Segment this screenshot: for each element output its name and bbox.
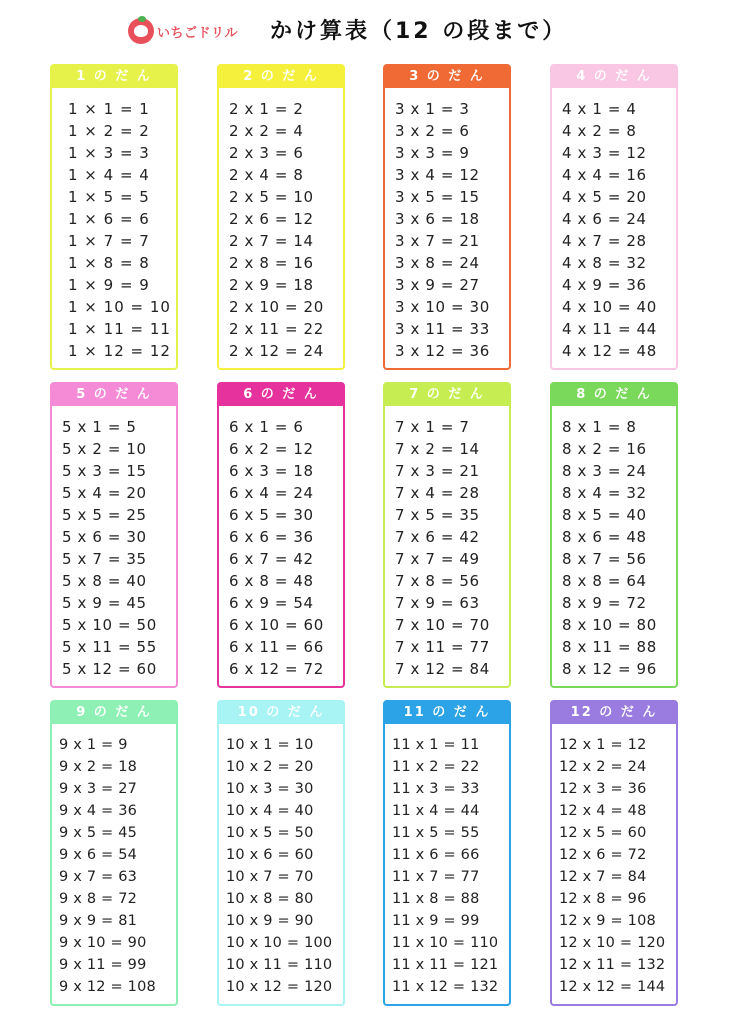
equation-row: 11 x 11 = 121 <box>392 957 499 973</box>
equation-row: 4 x 5 = 20 <box>562 188 647 206</box>
equation-row: 3 x 9 = 27 <box>395 276 480 294</box>
equation-row: 12 x 2 = 24 <box>559 759 647 775</box>
equation-list <box>552 88 676 362</box>
equation-list <box>52 88 176 362</box>
table-label: 7 の だ ん <box>385 384 509 406</box>
table-label: 9 の だ ん <box>52 702 176 724</box>
equation-row: 7 x 10 = 70 <box>395 616 490 634</box>
equation-row: 5 x 4 = 20 <box>62 484 147 502</box>
equation-row: 10 x 8 = 80 <box>226 891 314 907</box>
equation-row: 12 x 3 = 36 <box>559 781 647 797</box>
equation-row: 8 x 11 = 88 <box>562 638 657 656</box>
equation-row: 8 x 5 = 40 <box>562 506 647 524</box>
equation-row: 8 x 2 = 16 <box>562 440 647 458</box>
page-title: かけ算表（12 の段まで） <box>270 19 568 44</box>
equation-row: 5 x 10 = 50 <box>62 616 157 634</box>
equation-row: 6 x 12 = 72 <box>229 660 324 678</box>
times-table-card-2 <box>217 64 345 370</box>
equation-row: 2 x 3 = 6 <box>229 144 304 162</box>
equation-row: 4 x 9 = 36 <box>562 276 647 294</box>
times-table-card-10 <box>217 700 345 1006</box>
strawberry-icon <box>128 18 154 44</box>
times-table-card-4 <box>550 64 678 370</box>
equation-row: 6 x 11 = 66 <box>229 638 324 656</box>
equation-row: 11 x 8 = 88 <box>392 891 480 907</box>
equation-row: 1 × 3 = 3 <box>68 144 150 162</box>
table-label: 8 の だ ん <box>552 384 676 406</box>
equation-row: 11 x 2 = 22 <box>392 759 480 775</box>
equation-row: 5 x 9 = 45 <box>62 594 147 612</box>
equation-row: 1 × 1 = 1 <box>68 100 150 118</box>
equation-row: 5 x 8 = 40 <box>62 572 147 590</box>
equation-row: 9 x 9 = 81 <box>59 913 138 929</box>
equation-row: 3 x 7 = 21 <box>395 232 480 250</box>
equation-row: 5 x 2 = 10 <box>62 440 147 458</box>
equation-row: 3 x 2 = 6 <box>395 122 470 140</box>
equation-row: 2 x 10 = 20 <box>229 298 324 316</box>
equation-row: 3 x 6 = 18 <box>395 210 480 228</box>
equation-row: 10 x 3 = 30 <box>226 781 314 797</box>
equation-row: 2 x 8 = 16 <box>229 254 314 272</box>
equation-row: 11 x 5 = 55 <box>392 825 480 841</box>
equation-row: 1 × 7 = 7 <box>68 232 150 250</box>
equation-row: 9 x 10 = 90 <box>59 935 147 951</box>
equation-row: 7 x 2 = 14 <box>395 440 480 458</box>
equation-row: 9 x 4 = 36 <box>59 803 138 819</box>
equation-row: 10 x 5 = 50 <box>226 825 314 841</box>
equation-row: 1 × 10 = 10 <box>68 298 171 316</box>
table-label: 6 の だ ん <box>219 384 343 406</box>
table-label: 3 の だ ん <box>385 66 509 88</box>
equation-row: 4 x 11 = 44 <box>562 320 657 338</box>
equation-row: 5 x 1 = 5 <box>62 418 137 436</box>
equation-row: 8 x 3 = 24 <box>562 462 647 480</box>
equation-row: 1 × 11 = 11 <box>68 320 171 338</box>
equation-row: 7 x 3 = 21 <box>395 462 480 480</box>
equation-row: 10 x 2 = 20 <box>226 759 314 775</box>
equation-row: 4 x 12 = 48 <box>562 342 657 360</box>
equation-row: 7 x 11 = 77 <box>395 638 490 656</box>
equation-row: 7 x 7 = 49 <box>395 550 480 568</box>
times-table-card-8 <box>550 382 678 688</box>
equation-row: 4 x 3 = 12 <box>562 144 647 162</box>
table-label: 4 の だ ん <box>552 66 676 88</box>
equation-row: 2 x 9 = 18 <box>229 276 314 294</box>
equation-row: 4 x 7 = 28 <box>562 232 647 250</box>
equation-row: 4 x 1 = 4 <box>562 100 637 118</box>
equation-list <box>385 724 509 998</box>
equation-row: 12 x 1 = 12 <box>559 737 647 753</box>
equation-list <box>52 724 176 998</box>
equation-row: 6 x 10 = 60 <box>229 616 324 634</box>
equation-row: 2 x 7 = 14 <box>229 232 314 250</box>
equation-row: 5 x 5 = 25 <box>62 506 147 524</box>
equation-row: 10 x 6 = 60 <box>226 847 314 863</box>
times-table-card-7 <box>383 382 511 688</box>
equation-row: 3 x 3 = 9 <box>395 144 470 162</box>
equation-row: 8 x 8 = 64 <box>562 572 647 590</box>
equation-row: 10 x 1 = 10 <box>226 737 314 753</box>
equation-row: 8 x 4 = 32 <box>562 484 647 502</box>
equation-row: 10 x 11 = 110 <box>226 957 333 973</box>
equation-list <box>219 724 343 998</box>
equation-row: 3 x 11 = 33 <box>395 320 490 338</box>
equation-row: 7 x 9 = 63 <box>395 594 480 612</box>
equation-row: 1 × 6 = 6 <box>68 210 150 228</box>
equation-list <box>219 406 343 680</box>
times-table-card-9 <box>50 700 178 1006</box>
equation-row: 2 x 2 = 4 <box>229 122 304 140</box>
equation-row: 11 x 12 = 132 <box>392 979 499 995</box>
equation-row: 6 x 2 = 12 <box>229 440 314 458</box>
equation-row: 8 x 9 = 72 <box>562 594 647 612</box>
equation-row: 4 x 8 = 32 <box>562 254 647 272</box>
equation-row: 12 x 11 = 132 <box>559 957 666 973</box>
equation-row: 3 x 1 = 3 <box>395 100 470 118</box>
table-label: 11 の だ ん <box>385 702 509 724</box>
equation-list <box>552 724 676 998</box>
equation-row: 2 x 5 = 10 <box>229 188 314 206</box>
site-logo[interactable] <box>128 16 238 46</box>
equation-row: 6 x 4 = 24 <box>229 484 314 502</box>
equation-row: 11 x 10 = 110 <box>392 935 499 951</box>
equation-row: 10 x 10 = 100 <box>226 935 333 951</box>
equation-row: 1 × 9 = 9 <box>68 276 150 294</box>
times-table-card-1 <box>50 64 178 370</box>
equation-row: 1 × 12 = 12 <box>68 342 171 360</box>
equation-row: 9 x 8 = 72 <box>59 891 138 907</box>
equation-row: 7 x 12 = 84 <box>395 660 490 678</box>
equation-list <box>385 88 509 362</box>
times-table-card-6 <box>217 382 345 688</box>
equation-row: 2 x 1 = 2 <box>229 100 304 118</box>
equation-row: 3 x 4 = 12 <box>395 166 480 184</box>
equation-row: 6 x 1 = 6 <box>229 418 304 436</box>
equation-list <box>385 406 509 680</box>
equation-row: 9 x 6 = 54 <box>59 847 138 863</box>
page-header <box>0 0 729 60</box>
table-label: 5 の だ ん <box>52 384 176 406</box>
equation-row: 10 x 12 = 120 <box>226 979 333 995</box>
equation-row: 12 x 6 = 72 <box>559 847 647 863</box>
equation-row: 12 x 10 = 120 <box>559 935 666 951</box>
equation-row: 1 × 2 = 2 <box>68 122 150 140</box>
equation-row: 4 x 2 = 8 <box>562 122 637 140</box>
equation-row: 8 x 1 = 8 <box>562 418 637 436</box>
equation-row: 12 x 5 = 60 <box>559 825 647 841</box>
equation-row: 4 x 6 = 24 <box>562 210 647 228</box>
equation-row: 6 x 7 = 42 <box>229 550 314 568</box>
equation-list <box>52 406 176 680</box>
equation-row: 7 x 6 = 42 <box>395 528 480 546</box>
equation-row: 5 x 12 = 60 <box>62 660 157 678</box>
equation-row: 5 x 6 = 30 <box>62 528 147 546</box>
equation-row: 11 x 7 = 77 <box>392 869 480 885</box>
equation-row: 3 x 5 = 15 <box>395 188 480 206</box>
equation-row: 10 x 4 = 40 <box>226 803 314 819</box>
equation-row: 1 × 8 = 8 <box>68 254 150 272</box>
equation-row: 6 x 9 = 54 <box>229 594 314 612</box>
equation-row: 11 x 1 = 11 <box>392 737 480 753</box>
equation-row: 2 x 11 = 22 <box>229 320 324 338</box>
equation-list <box>552 406 676 680</box>
table-label: 10 の だ ん <box>219 702 343 724</box>
equation-row: 8 x 10 = 80 <box>562 616 657 634</box>
equation-list <box>219 88 343 362</box>
equation-row: 2 x 6 = 12 <box>229 210 314 228</box>
equation-row: 6 x 8 = 48 <box>229 572 314 590</box>
equation-row: 10 x 9 = 90 <box>226 913 314 929</box>
table-label: 12 の だ ん <box>552 702 676 724</box>
equation-row: 12 x 4 = 48 <box>559 803 647 819</box>
times-table-card-11 <box>383 700 511 1006</box>
equation-row: 2 x 4 = 8 <box>229 166 304 184</box>
equation-row: 10 x 7 = 70 <box>226 869 314 885</box>
equation-row: 7 x 8 = 56 <box>395 572 480 590</box>
equation-row: 5 x 11 = 55 <box>62 638 157 656</box>
equation-row: 6 x 6 = 36 <box>229 528 314 546</box>
equation-row: 9 x 11 = 99 <box>59 957 147 973</box>
equation-row: 11 x 9 = 99 <box>392 913 480 929</box>
equation-row: 9 x 2 = 18 <box>59 759 138 775</box>
equation-row: 5 x 7 = 35 <box>62 550 147 568</box>
equation-row: 1 × 5 = 5 <box>68 188 150 206</box>
equation-row: 11 x 4 = 44 <box>392 803 480 819</box>
equation-row: 11 x 6 = 66 <box>392 847 480 863</box>
equation-row: 12 x 9 = 108 <box>559 913 656 929</box>
times-table-card-12 <box>550 700 678 1006</box>
equation-row: 8 x 6 = 48 <box>562 528 647 546</box>
equation-row: 9 x 3 = 27 <box>59 781 138 797</box>
equation-row: 8 x 7 = 56 <box>562 550 647 568</box>
equation-row: 12 x 12 = 144 <box>559 979 666 995</box>
equation-row: 9 x 5 = 45 <box>59 825 138 841</box>
equation-row: 11 x 3 = 33 <box>392 781 480 797</box>
logo-text: いちごドリル <box>157 25 239 41</box>
equation-row: 9 x 7 = 63 <box>59 869 138 885</box>
equation-row: 12 x 8 = 96 <box>559 891 647 907</box>
equation-row: 1 × 4 = 4 <box>68 166 150 184</box>
equation-row: 5 x 3 = 15 <box>62 462 147 480</box>
equation-row: 12 x 7 = 84 <box>559 869 647 885</box>
equation-row: 2 x 12 = 24 <box>229 342 324 360</box>
table-label: 1 の だ ん <box>52 66 176 88</box>
equation-row: 6 x 5 = 30 <box>229 506 314 524</box>
times-table-card-3 <box>383 64 511 370</box>
equation-row: 3 x 8 = 24 <box>395 254 480 272</box>
equation-row: 4 x 4 = 16 <box>562 166 647 184</box>
equation-row: 7 x 5 = 35 <box>395 506 480 524</box>
equation-row: 3 x 12 = 36 <box>395 342 490 360</box>
equation-row: 4 x 10 = 40 <box>562 298 657 316</box>
equation-row: 7 x 1 = 7 <box>395 418 470 436</box>
equation-row: 6 x 3 = 18 <box>229 462 314 480</box>
table-label: 2 の だ ん <box>219 66 343 88</box>
equation-row: 3 x 10 = 30 <box>395 298 490 316</box>
equation-row: 9 x 1 = 9 <box>59 737 128 753</box>
equation-row: 8 x 12 = 96 <box>562 660 657 678</box>
times-table-card-5 <box>50 382 178 688</box>
equation-row: 7 x 4 = 28 <box>395 484 480 502</box>
equation-row: 9 x 12 = 108 <box>59 979 156 995</box>
